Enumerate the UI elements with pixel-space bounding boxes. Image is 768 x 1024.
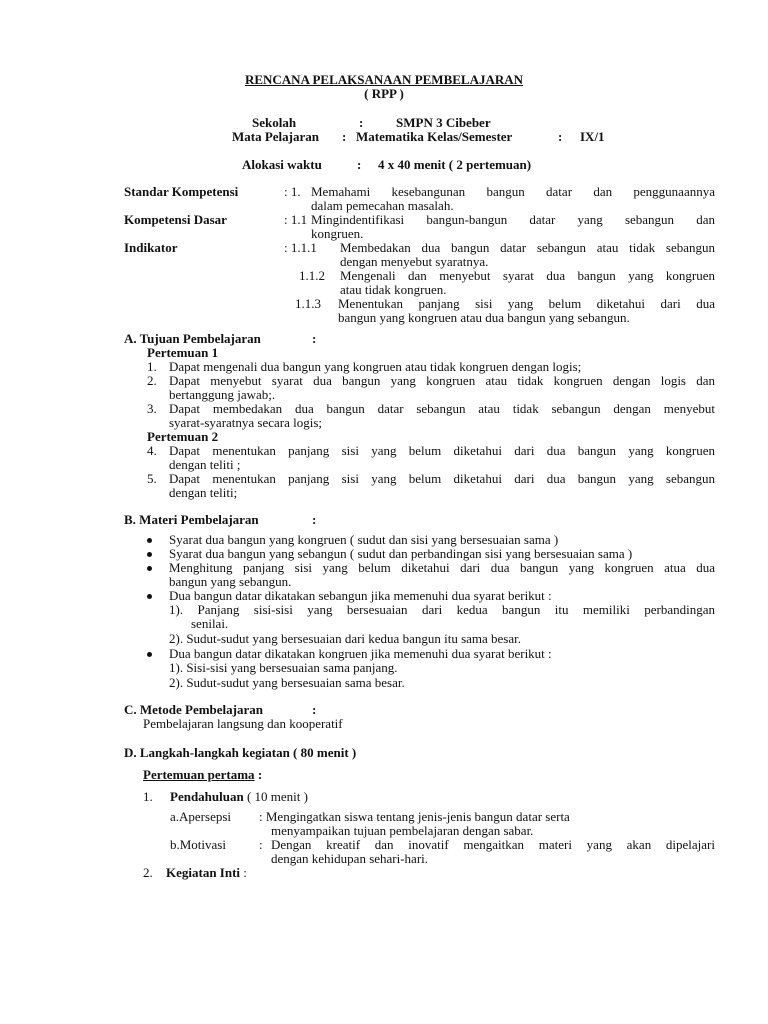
tujuan-item-text-cont: syarat-syaratnya secara logis; xyxy=(169,415,323,430)
pertemuan-pertama-text: Pertemuan pertama xyxy=(143,767,255,782)
apersepsi-text-line1: : Mengingatkan siswa tentang jenis-jenis bangun datar serta xyxy=(259,809,570,824)
materi-bullet-text: Syarat dua bangun yang kongruen ( sudut dan sisi yang bersesuaian sama ) xyxy=(169,532,559,547)
kegiatan-inti-colon: : xyxy=(240,865,247,880)
tujuan-item-text-cont: bertanggung jawab;. xyxy=(169,387,276,402)
kegiatan-inti-num: 2. xyxy=(143,865,153,880)
sekolah-value: SMPN 3 Cibeber xyxy=(396,115,491,130)
bullet-icon xyxy=(147,538,152,543)
indikator-label: Indikator xyxy=(124,240,178,255)
indikator-num: 1.1.2 xyxy=(299,268,325,283)
tujuan-item-text: Dapat menyebut syarat dua bangun yang kongruen atau tidak kongruen dengan logis dan xyxy=(169,373,715,388)
pendahuluan-bold: Pendahuluan xyxy=(170,789,244,804)
indikator-num: : 1.1.1 xyxy=(284,240,317,255)
materi-heading: B. Materi Pembelajaran xyxy=(124,512,259,527)
materi-subitem: 2). Sudut-sudut yang bersesuaian dari kedua bangun itu sama besar. xyxy=(169,631,521,646)
tujuan-item-num: 2. xyxy=(147,373,157,388)
materi-bullet-text: Dua bangun datar dikatakan sebangun jika memenuhi dua syarat berikut : xyxy=(169,588,552,603)
pertemuan-pertama-colon: : xyxy=(254,767,263,782)
bullet-icon xyxy=(147,594,152,599)
indikator-text-line1: Membedakan dua bangun datar sebangun atau tidak sebangun xyxy=(340,240,715,255)
materi-bullet-text: Dua bangun datar dikatakan kongruen jika memenuhi dua syarat berikut : xyxy=(169,646,552,661)
kegiatan-inti-bold: Kegiatan Inti xyxy=(166,865,241,880)
pertemuan-1-label: Pertemuan 1 xyxy=(147,345,219,360)
indikator-num: 1.1.3 xyxy=(295,296,321,311)
standar-text-line1: Memahami kesebangunan bangun datar dan penggunaannya xyxy=(311,184,715,199)
motivasi-text-line2: dengan kehidupan sehari-hari. xyxy=(271,851,429,866)
tujuan-item-text: Dapat mengenali dua bangun yang kongruen atau tidak kongruen dengan logis; xyxy=(169,359,582,374)
materi-bullet-text: Syarat dua bangun yang sebangun ( sudut dan perbandingan sisi yang bersesuaian sama ) xyxy=(169,546,633,561)
standar-text-line2: dalam pemecahan masalah. xyxy=(311,198,454,213)
indikator-text-line2: atau tidak kongruen. xyxy=(340,282,447,297)
sekolah-label: Sekolah xyxy=(252,115,297,130)
tujuan-colon: : xyxy=(312,331,317,346)
standar-num: : 1. xyxy=(284,184,301,199)
tujuan-item-text: Dapat membedakan dua bangun datar sebangun atau tidak sebangun dengan menyebut xyxy=(169,401,715,416)
bullet-icon xyxy=(147,552,152,557)
apersepsi-text-line2: menyampaikan tujuan pembelajaran dengan sabar. xyxy=(271,823,534,838)
alokasi-label: Alokasi waktu xyxy=(242,157,322,172)
indikator-text-line2: dengan menyebut syaratnya. xyxy=(340,254,489,269)
motivasi-colon: : xyxy=(259,837,263,852)
bullet-icon xyxy=(147,566,152,571)
pendahuluan-num: 1. xyxy=(143,789,153,804)
materi-subitem: 1). Panjang sisi-sisi yang bersesuaian dari kedua bangun itu memiliki perbandingan xyxy=(169,602,715,617)
apersepsi-label: a.Apersepsi xyxy=(170,809,232,824)
alokasi-value: 4 x 40 menit ( 2 pertemuan) xyxy=(378,157,532,172)
materi-subitem: 1). Sisi-sisi yang bersesuaian sama panjang. xyxy=(169,660,398,675)
kompetensi-text-line2: kongruen. xyxy=(311,226,364,241)
pertemuan-pertama-label xyxy=(143,768,262,782)
langkah-heading: D. Langkah-langkah kegiatan ( 80 menit ) xyxy=(124,745,357,760)
pendahuluan-duration: ( 10 menit ) xyxy=(243,789,308,804)
document-title: RENCANA PELAKSANAAN PEMBELAJARAN xyxy=(244,72,524,87)
pendahuluan-heading xyxy=(170,790,308,804)
materi-subitem: 2). Sudut-sudut yang bersesuaian sama besar. xyxy=(169,675,405,690)
tujuan-item-num: 1. xyxy=(147,359,157,374)
mapel-value: Matematika Kelas/Semester xyxy=(356,129,513,144)
metode-heading: C. Metode Pembelajaran xyxy=(124,702,263,717)
materi-bullet-text: Menghitung panjang sisi yang belum diketahui dari dua bangun yang kongruen atua dua xyxy=(169,560,715,575)
document-subtitle: ( RPP ) xyxy=(364,86,404,101)
standar-label: Standar Kompetensi xyxy=(124,184,239,199)
materi-colon: : xyxy=(312,512,317,527)
kompetensi-text-line1: Mingindentifikasi bangun-bangun datar yang sebangun dan xyxy=(311,212,715,227)
semester-value: IX/1 xyxy=(580,129,605,144)
kompetensi-label: Kompetensi Dasar xyxy=(124,212,227,227)
bullet-icon xyxy=(147,652,152,657)
tujuan-item-num: 4. xyxy=(147,443,157,458)
mapel-colon: : xyxy=(342,129,347,144)
tujuan-item-text: Dapat menentukan panjang sisi yang belum diketahui dari dua bangun yang kongruen xyxy=(169,443,715,458)
materi-bullet-text-cont: bangun yang sebangun. xyxy=(169,574,292,589)
indikator-text-line2: bangun yang kongruen atau dua bangun yang sebangun. xyxy=(338,310,630,325)
tujuan-item-text: Dapat menentukan panjang sisi yang belum diketahui dari dua bangun yang sebangun xyxy=(169,471,715,486)
semester-colon: : xyxy=(558,129,563,144)
tujuan-item-num: 5. xyxy=(147,471,157,486)
alokasi-colon: : xyxy=(357,157,362,172)
kompetensi-num: : 1.1 xyxy=(284,212,308,227)
pertemuan-2-label: Pertemuan 2 xyxy=(147,429,219,444)
materi-subitem-cont: senilai. xyxy=(191,616,229,631)
sekolah-colon: : xyxy=(359,115,364,130)
tujuan-item-text-cont: dengan teliti ; xyxy=(169,457,241,472)
mapel-label: Mata Pelajaran xyxy=(232,129,320,144)
metode-colon: : xyxy=(312,702,317,717)
tujuan-item-text-cont: dengan teliti; xyxy=(169,485,238,500)
indikator-text-line1: Menentukan panjang sisi yang belum diketahui dari dua xyxy=(338,296,715,311)
tujuan-heading: A. Tujuan Pembelajaran xyxy=(124,331,261,346)
metode-text: Pembelajaran langsung dan kooperatif xyxy=(143,716,343,731)
motivasi-label: b.Motivasi xyxy=(170,837,226,852)
indikator-text-line1: Mengenali dan menyebut syarat dua bangun yang kongruen xyxy=(340,268,715,283)
tujuan-item-num: 3. xyxy=(147,401,157,416)
motivasi-text-line1: Dengan kreatif dan inovatif mengaitkan materi yang akan dipelajari xyxy=(271,837,715,852)
kegiatan-inti-heading xyxy=(166,866,247,880)
